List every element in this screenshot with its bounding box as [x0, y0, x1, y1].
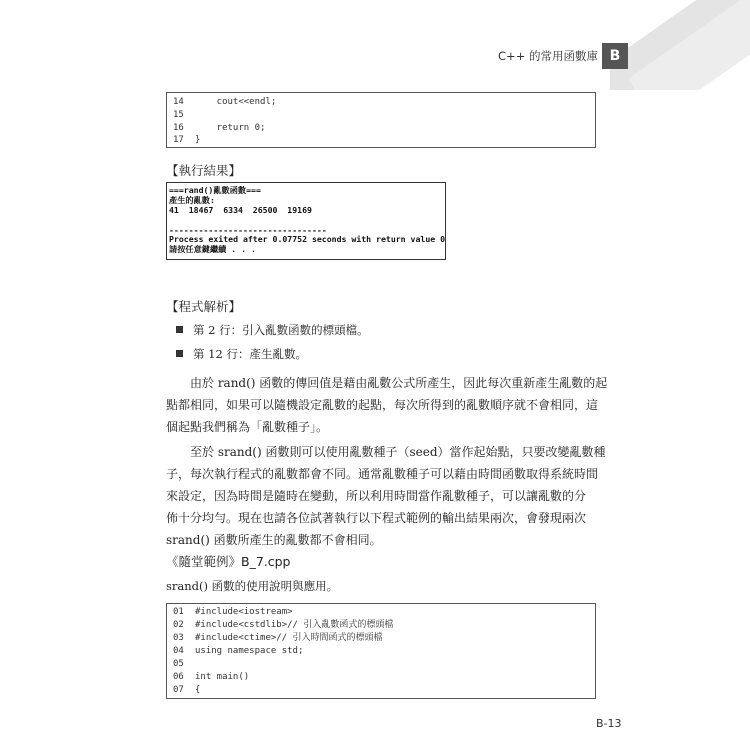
- line-number: 04: [173, 646, 184, 656]
- page-corner-decoration: [610, 0, 750, 90]
- console-line: 產生的亂數:: [169, 195, 215, 205]
- code-text: return 0;: [195, 123, 266, 133]
- chapter-badge: B: [602, 43, 628, 69]
- code-text: }: [195, 135, 201, 145]
- code-text: #include<iostream>: [195, 607, 293, 617]
- code-line: [173, 134, 200, 146]
- code-line: [173, 109, 195, 121]
- analysis-heading: 【程式解析】: [166, 299, 242, 314]
- line-number: 02: [173, 620, 184, 630]
- code-text: int main(): [195, 672, 250, 682]
- code-text: using namespace std;: [195, 646, 304, 656]
- code-line: [173, 684, 200, 696]
- example-heading: 《隨堂範例》B_7.cpp: [166, 554, 291, 569]
- run-result-heading: 【執行結果】: [166, 163, 242, 178]
- code-line: [173, 96, 276, 108]
- code-line: [173, 671, 249, 683]
- code-line: [173, 619, 393, 631]
- code-line: [173, 122, 265, 134]
- code-line: [173, 606, 293, 618]
- line-number: 06: [173, 672, 184, 682]
- paragraph-line: 來設定，因為時間是隨時在變動，所以利用時間當作亂數種子，可以讓亂數的分: [166, 489, 587, 503]
- square-bullet-icon: [176, 326, 183, 333]
- line-number: 15: [173, 110, 184, 120]
- code-text: #include<cstdlib>// 引入亂數函式的標頭檔: [195, 620, 394, 630]
- line-number: 01: [173, 607, 184, 617]
- console-line: Process exited after 0.07752 seconds with return value 0: [169, 234, 446, 244]
- console-line: --------------------------------: [169, 225, 327, 235]
- line-number: 14: [173, 97, 184, 107]
- code-line: [173, 645, 303, 657]
- bullet-item: [176, 322, 369, 338]
- paragraph-line: 由於 rand() 函數的傳回值是藉由亂數公式所產生，因此每次重新產生亂數的起: [190, 376, 608, 390]
- line-number: 07: [173, 685, 184, 695]
- square-bullet-icon: [176, 350, 183, 357]
- example-caption: srand() 函數的使用說明與應用。: [166, 579, 339, 593]
- code-text: {: [195, 685, 201, 695]
- bullet-text: 第 12 行：產生亂數。: [193, 347, 307, 361]
- paragraph-line: 佈十分均勻。現在也請各位試著執行以下程式範例的輸出結果兩次，會發現兩次: [166, 511, 587, 525]
- code-text: cout<<endl;: [195, 97, 277, 107]
- line-number: 05: [173, 659, 184, 669]
- code-text: #include<ctime>// 引入時間函式的標頭檔: [195, 633, 383, 643]
- paragraph-line: 個起點我們稱為「亂數種子」。: [166, 420, 329, 434]
- paragraph-line: srand() 函數所產生的亂數都不會相同。: [166, 533, 382, 547]
- chapter-title: C++ 的常用函數庫: [498, 49, 598, 63]
- bullet-item: [176, 346, 307, 362]
- line-number: 17: [173, 135, 184, 145]
- code-listing-bottom: [166, 603, 596, 699]
- console-line: 41 18467 6334 26500 19169: [169, 205, 312, 215]
- line-number: 16: [173, 123, 184, 133]
- bullet-text: 第 2 行：引入亂數函數的標頭檔。: [193, 323, 369, 337]
- code-line: [173, 632, 383, 644]
- console-line: 請按任意鍵繼續 . . .: [169, 244, 256, 254]
- code-listing-top: [166, 92, 596, 148]
- paragraph-line: 至於 srand() 函數則可以使用亂數種子（seed）當作起始點，只要改變亂數種: [190, 445, 606, 459]
- page-number: B-13: [596, 717, 622, 730]
- code-line: [173, 658, 195, 670]
- console-line: ===rand()亂數函數===: [169, 185, 261, 195]
- paragraph-line: 點都相同，如果可以隨機設定亂數的起點，每次所得到的亂數順序就不會相同，這: [166, 398, 599, 412]
- console-output: [166, 182, 446, 260]
- paragraph-line: 子，每次執行程式的亂數都會不同。通常亂數種子可以藉由時間函數取得系統時間: [166, 467, 599, 481]
- line-number: 03: [173, 633, 184, 643]
